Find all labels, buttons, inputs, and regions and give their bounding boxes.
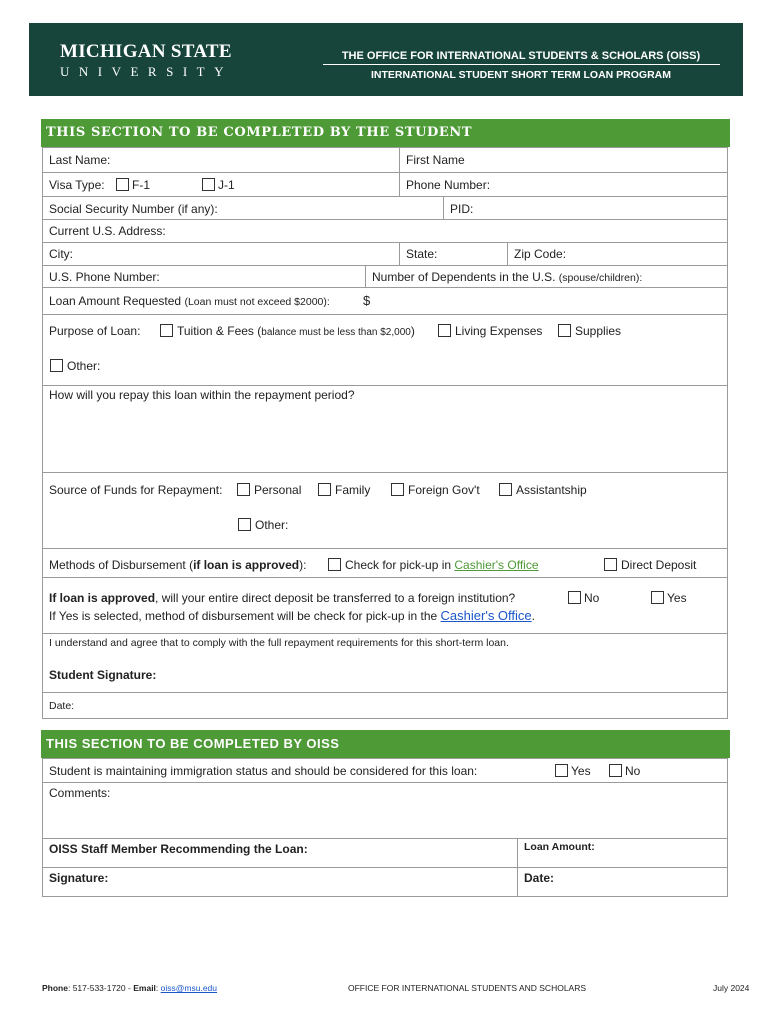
pid-field[interactable] — [443, 196, 728, 220]
last-name-field[interactable] — [42, 147, 400, 173]
us-phone-label: U.S. Phone Number: — [49, 270, 160, 284]
staff-member-field[interactable] — [42, 838, 518, 868]
comments-label: Comments: — [49, 786, 111, 800]
foreign-transfer-no-checkbox[interactable] — [568, 591, 581, 604]
oiss-signature-field[interactable] — [42, 867, 518, 897]
state-field[interactable] — [399, 242, 508, 266]
disbursement-check-checkbox[interactable] — [328, 558, 341, 571]
source-personal-label: Personal — [254, 483, 302, 497]
ssn-field[interactable] — [42, 196, 444, 220]
msu-logo-line2: UNIVERSITY — [60, 64, 233, 79]
student-section-heading: THIS SECTION TO BE COMPLETED BY THE STUDENT — [41, 119, 730, 147]
first-name-field[interactable] — [399, 147, 728, 173]
source-foreign-checkbox[interactable] — [391, 483, 404, 496]
visa-j1-label: J-1 — [218, 178, 235, 192]
footer-contact: Phone: 517-533-1720 - Email: oiss@msu.edu — [42, 983, 218, 993]
city-field[interactable] — [42, 242, 400, 266]
us-phone-field[interactable] — [42, 265, 366, 288]
source-personal-checkbox[interactable] — [237, 483, 250, 496]
disbursement-direct-label: Direct Deposit — [621, 558, 697, 572]
student-date-label: Date: — [49, 700, 75, 712]
msu-logo-line1: MICHIGAN STATE — [60, 41, 232, 62]
status-no-checkbox[interactable] — [609, 764, 622, 777]
phone-number-field[interactable] — [399, 172, 728, 197]
oiss-date-label: Date: — [524, 871, 555, 885]
visa-type-label: Visa Type: — [49, 178, 105, 192]
purpose-label: Purpose of Loan: — [49, 324, 141, 338]
header-banner — [29, 23, 743, 96]
header-title: THE OFFICE FOR INTERNATIONAL STUDENTS & SCHOLARS (OISS) — [341, 50, 701, 62]
foreign-transfer-row — [42, 577, 728, 634]
purpose-tuition-label: Tuition & Fees (balance must be less than $2,000) — [177, 324, 415, 338]
loan-amount-label: Loan Amount Requested (Loan must not exceed $2000): — [49, 294, 330, 308]
purpose-supplies-label: Supplies — [575, 324, 622, 338]
purpose-tuition-checkbox[interactable] — [160, 324, 173, 337]
dependents-label: Number of Dependents in the U.S. (spouse/children): — [372, 270, 643, 284]
pid-label: PID: — [450, 202, 474, 216]
visa-type-row — [42, 172, 400, 197]
purpose-living-label: Living Expenses — [455, 324, 543, 338]
disbursement-check-label: Check for pick-up in Cashier's Office — [345, 558, 539, 572]
visa-f1-label: F-1 — [132, 178, 150, 192]
address-label: Current U.S. Address: — [49, 224, 166, 238]
purpose-other-checkbox[interactable] — [50, 359, 63, 372]
oiss-loan-amount-field[interactable] — [517, 838, 728, 868]
ssn-label: Social Security Number (if any): — [49, 202, 218, 216]
source-family-checkbox[interactable] — [318, 483, 331, 496]
agreement-text: I understand and agree that to comply with the full repayment requirements for this short-term loan. — [49, 637, 509, 649]
address-field[interactable] — [42, 219, 728, 243]
disbursement-method-row — [42, 548, 728, 578]
header-divider — [323, 64, 720, 65]
header-subtitle: INTERNATIONAL STUDENT SHORT TERM LOAN PROGRAM — [370, 69, 672, 81]
source-assistantship-label: Assistantship — [516, 483, 587, 497]
last-name-label: Last Name: — [49, 153, 111, 167]
source-foreign-label: Foreign Gov't — [408, 483, 480, 497]
source-assistantship-checkbox[interactable] — [499, 483, 512, 496]
foreign-transfer-yes-checkbox[interactable] — [651, 591, 664, 604]
city-label: City: — [49, 247, 73, 261]
oiss-date-field[interactable] — [517, 867, 728, 897]
oiss-signature-label: Signature: — [49, 871, 109, 885]
visa-j1-checkbox[interactable] — [202, 178, 215, 191]
zip-label: Zip Code: — [514, 247, 567, 261]
first-name-label: First Name — [406, 153, 465, 167]
footer-office: OFFICE FOR INTERNATIONAL STUDENTS AND SCHOLARS — [348, 983, 587, 993]
oiss-loan-amount-label: Loan Amount: — [524, 841, 595, 853]
agreement-signature-block[interactable] — [42, 633, 728, 693]
purpose-living-checkbox[interactable] — [438, 324, 451, 337]
repay-plan-field[interactable] — [42, 385, 728, 473]
immigration-status-row — [42, 758, 728, 783]
source-of-funds-block — [42, 472, 728, 549]
student-date-field[interactable] — [42, 692, 728, 719]
status-yes-label: Yes — [571, 764, 591, 778]
phone-number-label: Phone Number: — [406, 178, 491, 192]
purpose-other-label: Other: — [67, 359, 101, 373]
cashiers-office-link[interactable]: Cashier's Office — [454, 558, 539, 572]
state-label: State: — [406, 247, 438, 261]
source-label: Source of Funds for Repayment: — [49, 483, 223, 497]
source-family-label: Family — [335, 483, 371, 497]
student-signature-label: Student Signature: — [49, 668, 157, 682]
zip-field[interactable] — [507, 242, 728, 266]
foreign-transfer-question: If loan is approved, will your entire direct deposit be transferred to a foreign institution? — [49, 591, 516, 605]
repay-question-label: How will you repay this loan within the repayment period? — [49, 388, 355, 402]
immigration-status-label: Student is maintaining immigration status and should be considered for this loan: — [49, 764, 478, 778]
visa-f1-checkbox[interactable] — [116, 178, 129, 191]
foreign-transfer-yes-label: Yes — [667, 591, 687, 605]
disbursement-label: Methods of Disbursement (if loan is approved): — [49, 558, 307, 572]
source-other-checkbox[interactable] — [238, 518, 251, 531]
yes-selected-note: If Yes is selected, method of disbursement will be check for pick-up in the Cashier's Office. — [49, 608, 535, 623]
source-other-label: Other: — [255, 518, 289, 532]
disbursement-direct-checkbox[interactable] — [604, 558, 617, 571]
purpose-supplies-checkbox[interactable] — [558, 324, 571, 337]
oiss-section-heading: THIS SECTION TO BE COMPLETED BY OISS — [41, 730, 730, 758]
status-no-label: No — [625, 764, 641, 778]
foreign-transfer-no-label: No — [584, 591, 600, 605]
comments-field[interactable] — [42, 782, 728, 839]
dependents-field[interactable] — [365, 265, 728, 288]
purpose-of-loan-block — [42, 314, 728, 386]
footer-date: July 2024 — [713, 983, 750, 993]
status-yes-checkbox[interactable] — [555, 764, 568, 777]
email-link[interactable]: oiss@msu.edu — [160, 983, 218, 993]
loan-amount-field[interactable] — [42, 287, 728, 315]
cashiers-office-link-2[interactable]: Cashier's Office — [440, 608, 532, 623]
staff-member-label: OISS Staff Member Recommending the Loan: — [49, 842, 308, 856]
dollar-sign: $ — [363, 293, 371, 308]
